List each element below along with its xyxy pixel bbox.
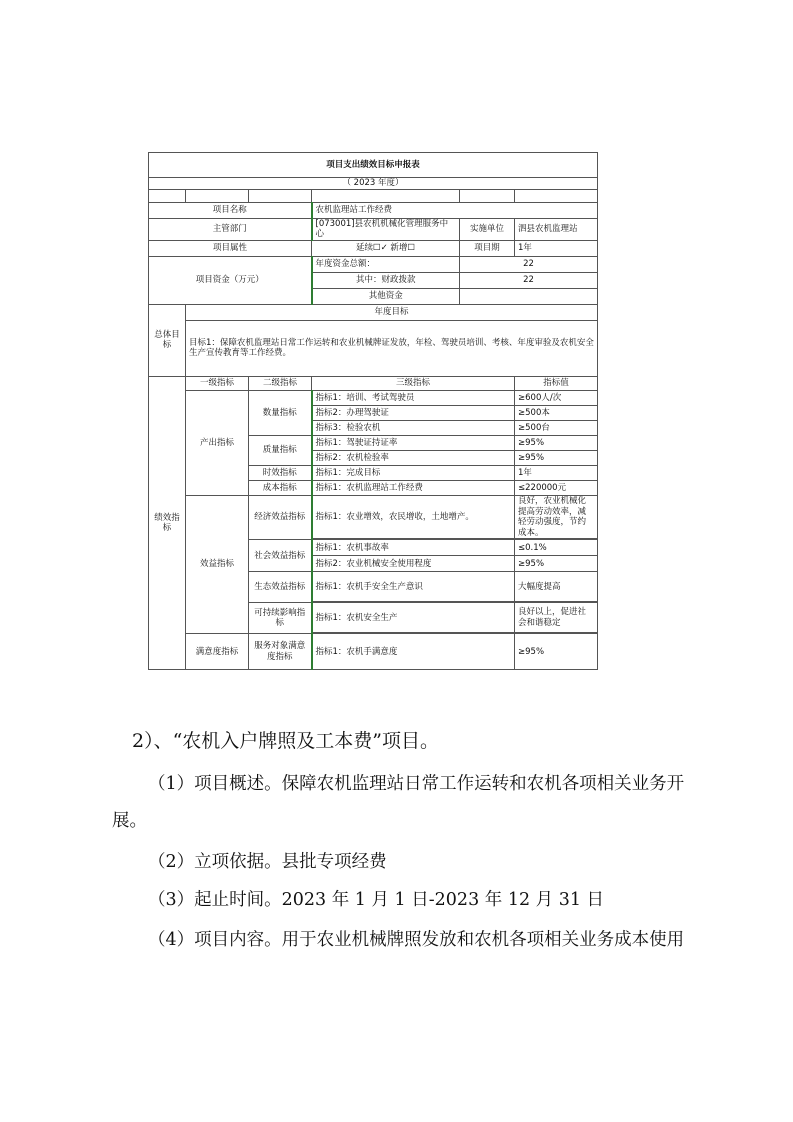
section-heading: 2）、“农机入户牌照及工本费”项目。 xyxy=(132,730,440,752)
impl-value: 泗县农机监理站 xyxy=(515,218,598,240)
project-name-label: 项目名称 xyxy=(149,202,312,218)
col-level3: 三级指标 xyxy=(312,376,515,390)
impl-label: 实施单位 xyxy=(460,218,515,240)
indicator-m1-value: ≥95% xyxy=(515,634,598,670)
period-label: 项目期 xyxy=(460,240,515,256)
spacer-row xyxy=(149,189,598,202)
fund-total-value: 22 xyxy=(460,256,598,272)
attr-value: 延续☐✓ 新增☐ xyxy=(312,240,460,256)
quality-label: 质量指标 xyxy=(249,435,312,465)
overall-goal-label: 总体目标 xyxy=(149,304,186,376)
form-title: 项目支出绩效目标申报表 xyxy=(149,153,598,178)
social-label: 社会效益指标 xyxy=(249,540,312,572)
fund-other-value xyxy=(460,288,598,304)
paragraph-basis: （2）立项依据。县批专项经费 xyxy=(148,852,387,872)
performance-target-form xyxy=(148,152,597,670)
indicator-s2-value: ≥95% xyxy=(515,556,598,572)
period-value: 1年 xyxy=(515,240,598,256)
indicator-e1: 指标1：农业增效，农民增收，土地增产。 xyxy=(312,495,515,539)
fund-other-label: 其他资金 xyxy=(312,288,460,304)
perf-indicator-label: 绩效指标 xyxy=(149,376,186,670)
indicator-q2: 指标2：办理驾驶证 xyxy=(312,405,515,420)
fund-fiscal-label: 其中：财政拨款 xyxy=(312,272,460,288)
col-level1: 一级指标 xyxy=(186,376,249,390)
indicator-q1: 指标1：培训、考试驾驶员 xyxy=(312,390,515,405)
annual-goal-text: 目标1：保障农机监理站日常工作运转和农业机械牌证发放，年检、驾驶员培训、考核、年度审验及农机安全生产宣传教育等工作经费。 xyxy=(186,320,598,376)
indicator-k1: 指标1：农机安全生产 xyxy=(312,603,515,633)
effect-indicator-label: 效益指标 xyxy=(186,495,249,634)
indicator-s1: 指标1：农机事故率 xyxy=(312,540,515,556)
indicator-c1: 指标1：农机监理站工作经费 xyxy=(312,480,515,495)
satisfy-label: 满意度指标 xyxy=(186,634,249,670)
time-label: 时效指标 xyxy=(249,465,312,480)
sustain-label: 可持续影响指标 xyxy=(249,603,312,634)
annual-goal-label: 年度目标 xyxy=(186,304,598,320)
eco-label: 生态效益指标 xyxy=(249,572,312,603)
form-table xyxy=(148,152,598,670)
indicator-c1-value: ≤220000元 xyxy=(515,480,598,495)
indicator-ql1: 指标1：驾驶证持证率 xyxy=(312,435,515,450)
paragraph-period: （3）起止时间。2023 年 1 月 1 日-2023 年 12 月 31 日 xyxy=(148,890,605,910)
indicator-ql1-value: ≥95% xyxy=(515,435,598,450)
indicator-t1: 指标1：完成目标 xyxy=(312,465,515,480)
dept-value: [073001]县农机机械化管理服务中心 xyxy=(312,218,460,240)
project-name-value: 农机监理站工作经费 xyxy=(312,202,598,218)
indicator-e1-value: 良好，农业机械化提高劳动效率，减轻劳动强度，节约成本。 xyxy=(515,495,598,539)
output-indicator-label: 产出指标 xyxy=(186,390,249,495)
attr-label: 项目属性 xyxy=(149,240,312,256)
indicator-t1-value: 1年 xyxy=(515,465,598,480)
indicator-q2-value: ≥500本 xyxy=(515,405,598,420)
indicator-k1-value: 良好以上，促进社会和谐稳定 xyxy=(515,603,598,633)
fund-fiscal-value: 22 xyxy=(460,272,598,288)
cost-label: 成本指标 xyxy=(249,480,312,495)
indicator-ql2: 指标2：农机检验率 xyxy=(312,450,515,465)
indicator-q3: 指标3：检验农机 xyxy=(312,420,515,435)
fund-label: 项目资金（万元） xyxy=(149,256,312,304)
paragraph-overview: （1）项目概述。保障农机监理站日常工作运转和农机各项相关业务开展。 xyxy=(112,774,685,831)
col-value: 指标值 xyxy=(515,376,598,390)
econ-label: 经济效益指标 xyxy=(249,495,312,540)
indicator-ql2-value: ≥95% xyxy=(515,450,598,465)
fund-total-label: 年度资金总额： xyxy=(312,256,460,272)
form-year: （ 2023 年度） xyxy=(149,178,598,190)
col-level2: 二级指标 xyxy=(249,376,312,390)
indicator-s1-value: ≤0.1% xyxy=(515,540,598,556)
paragraph-content: （4）项目内容。用于农业机械牌照发放和农机各项相关业务成本使用 xyxy=(148,930,685,950)
indicator-m1: 指标1：农机手满意度 xyxy=(312,634,515,670)
indicator-g1: 指标1：农机手安全生产意识 xyxy=(312,572,515,602)
satisfy-sub-label: 服务对象满意度指标 xyxy=(249,634,312,670)
indicator-s2: 指标2：农业机械安全使用程度 xyxy=(312,556,515,572)
indicator-g1-value: 大幅度提高 xyxy=(515,572,598,602)
indicator-q3-value: ≥500台 xyxy=(515,420,598,435)
quantity-label: 数量指标 xyxy=(249,390,312,435)
indicator-q1-value: ≥600人/次 xyxy=(515,390,598,405)
dept-label: 主管部门 xyxy=(149,218,312,240)
